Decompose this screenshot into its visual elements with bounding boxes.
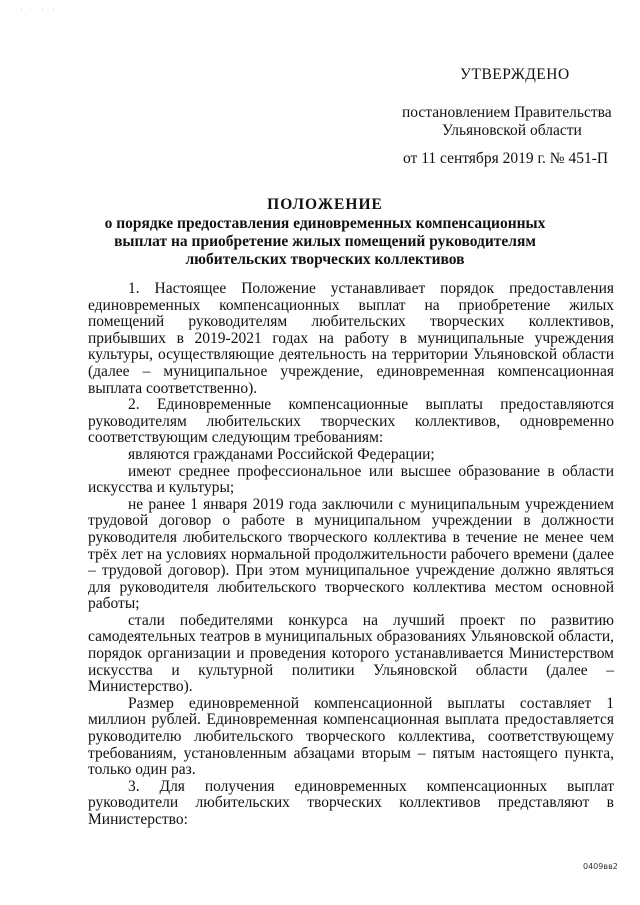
approval-line1: постановлением Правительства <box>402 104 612 121</box>
paragraph: имеют среднее профессиональное или высшее образование в области искусства и культуры; <box>88 462 614 497</box>
footer-code: 0409вв2 <box>583 862 618 871</box>
paragraph: Размер единовременной компенсационной выплаты составляет 1 миллион рублей. Единовременная компенсационная выплата предоставляется руководителю любительского творческого коллектива, соответствующему требованиям, установленным абзацами вторым – пятым настоящего пункта, только один раз. <box>88 694 614 779</box>
approval-title: УТВЕРЖДЕНО <box>460 66 570 83</box>
document-body <box>88 281 614 829</box>
paragraph: являются гражданами Российской Федерации; <box>128 445 435 463</box>
approval-date: от 11 сентября 2019 г. № 451-П <box>403 150 609 167</box>
paragraph: 2. Единовременные компенсационные выплаты предоставляются руководителям любительских творческих коллективов, одновременно соответствующим следующим требованиям: <box>88 396 614 447</box>
approval-line2: Ульяновской области <box>442 122 582 139</box>
paragraph: 3. Для получения единовременных компенсационных выплат руководители любительских творческих коллективов представляют в Министерство: <box>88 777 614 828</box>
doc-subtitle: о порядке предоставления единовременных компенсационных выплат на приобретение жилых помещений руководителям любительских творческих коллективов <box>104 215 546 268</box>
paragraph: стали победителями конкурса на лучший проект по развитию самодеятельных театров в муниципальных образованиях Ульяновской области, порядок организации и проведения которого устанавливается Министерством искусства и культурной политики Ульяновской области (далее – Министерство). <box>88 611 614 696</box>
scan-speck: · · · · <box>20 5 58 14</box>
paragraph: 1. Настоящее Положение устанавливает порядок предоставления единовременных компенсационных выплат на приобретение жилых помещений руководителям любительских творческих коллективов, прибывших в 2019-2021 годах на работу в муниципальные учреждения культуры, осуществляющие деятельность на территории Ульяновской области (далее – муниципальное учреждение, единовременная компенсационная выплата соответственно). <box>88 280 614 397</box>
paragraph: не ранее 1 января 2019 года заключили с муниципальным учреждением трудовой договор о работе в муниципальном учреждении в должности руководителя любительского творческого коллектива в течение не менее чем трёх лет на условиях нормальной продолжительности рабочего времени (далее – трудовой договор). При этом муниципальное учреждение должно являться для руководителя любительского творческого коллектива местом основной работы; <box>88 495 614 613</box>
doc-title: ПОЛОЖЕНИЕ <box>267 196 383 213</box>
